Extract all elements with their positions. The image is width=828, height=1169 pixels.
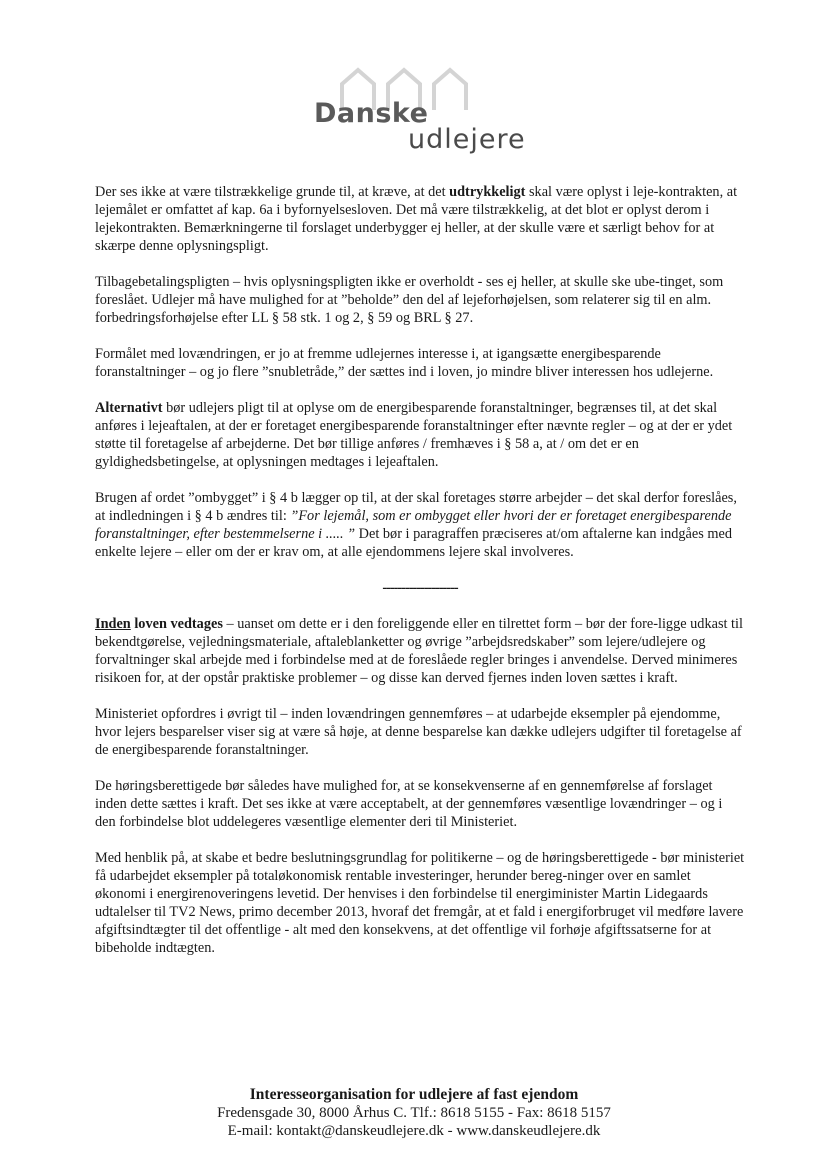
text-span: bør udlejers pligt til at oplyse om de energibesparende foranstaltninger, begrænses til, at det skal anføres i lejeaftalen, at der er foretaget energibesparende foranstaltninger efter nævnte regler – og at der er ydet støtte til foretagelse af arbejderne. Det bør tillige anføres / fremhæves i § 58 a, at / om det er en gyldighedsbetingelse, at oplysningen medtages i lejeaftalen.	[95, 400, 733, 470]
paragraph-alternativt	[95, 399, 745, 471]
footer-organisation: Interesseorganisation for udlejere af fast ejendom	[249, 1086, 579, 1103]
underlined-bold-text: Inden	[95, 616, 131, 632]
text-span: skal være oplyst i leje-kontrakten, at lejemålet er omfattet af kap. 6a i byfornyelsesloven. Det må være tilstrækkelig, at det blot er oplyst derom i lejekontrakten. Bemærkningerne til forslaget underbygger ej heller, at der skulle være et særligt behov for at skærpe denne oplysningspligt.	[95, 184, 738, 254]
logo-word-danske: Danske	[314, 98, 429, 129]
bold-text: udtrykkeligt	[449, 184, 526, 200]
paragraph-beslutningsgrundlag: Med henblik på, at skabe et bedre beslutningsgrundlag for politikerne – og de høringsberettigede - bør ministeriet få udarbejdet eksempler på totaløkonomisk rentable investeringer, herunder bereg-ninger over en samlet økonomi i energirenoveringens levetid. Der henvises i den forbindelse til energiminister Martin Lidegaards udtalelser til TV2 News, primo december 2013, hvoraf det fremgår, at et fald i energiforbruget vil medføre lavere afgiftsindtægter til det offentlige - alt med den konsekvens, at det offentlige vil forhøje afgiftssatserne for at bibeholde indtægten.	[95, 850, 745, 956]
footer-contact: E-mail: kontakt@danskeudlejere.dk - www.danskeudlejere.dk	[227, 1123, 601, 1139]
paragraph-oplysningspligt	[95, 183, 745, 255]
paragraph-ministeriet: Ministeriet opfordres i øvrigt til – inden lovændringen gennemføres – at udarbejde eksempler på ejendomme, hvor lejers besparelser viser sig at være så høje, at denne besparelse kan dække udlejers udgifter til foretagelse af de energibesparende foranstaltninger.	[95, 706, 742, 758]
logo	[300, 60, 550, 160]
bold-text: loven vedtages	[130, 616, 223, 632]
logo-word-udlejere: udlejere	[408, 124, 526, 155]
paragraph-tilbagebetaling: Tilbagebetalingspligten – hvis oplysningspligten ikke er overholdt - ses ej heller, at skulle ske ube-tinget, som foreslået. Udlejer må have mulighed for at ”beholde” den del af lejeforhøjelsen, som relaterer sig til en alm. forbedringsforhøjelse efter LL § 58 stk. 1 og 2, § 59 og BRL § 27.	[95, 274, 724, 326]
bold-text: Alternativt	[95, 400, 163, 416]
footer-address: Fredensgade 30, 8000 Århus C. Tlf.: 8618 5155 - Fax: 8618 5157	[217, 1105, 611, 1121]
section-separator: --------------------	[382, 580, 458, 596]
text-span: – uanset om dette er i den foreliggende eller en tilrettet form – bør der fore-ligge udkast til bekendtgørelse, vejledningsmateriale, aftaleblanketter og øvrige ”arbejdsredskaber” som lejere/udlejere og forvaltninger skal arbejde med i forbindelse med at de foreslåede regler bringes i anvendelse. Derved minimeres risikoen for, at der opstår praktiske problemer – og disse kan derved fjernes inden loven sættes i kraft.	[95, 616, 743, 686]
italic-quote: ”For lejemål, som er ombygget eller hvori der er foretaget energibesparende foranstaltninger, efter bestemmelserne i ..... ”	[95, 508, 732, 542]
text-span: Det bør i paragraffen præciseres at/om aftalerne kan indgåes med enkelte lejere – eller om der er krav om, at alle ejendommens lejere skal involveres.	[95, 526, 732, 560]
paragraph-hoeringsberettigede: De høringsberettigede bør således have mulighed for, at se konsekvenserne af en gennemførelse af forslaget inden dette sættes i kraft. Det ses ikke at være acceptabelt, at der gennemføres væsentlige lovændringer – og i den forbindelse blot uddelegeres væsentlige elementer deri til Ministeriet.	[95, 778, 723, 830]
letterhead-footer	[0, 1086, 828, 1140]
text-span: Der ses ikke at være tilstrækkelige grunde til, at kræve, at det	[95, 184, 450, 200]
text-span: Brugen af ordet ”ombygget” i § 4 b lægger op til, at der skal foretages større arbejder – det skal derfor foreslåes, at indledningen i § 4 b ændres til:	[95, 490, 737, 524]
paragraph-formaal: Formålet med lovændringen, er jo at fremme udlejernes interesse i, at igangsætte energibesparende foranstaltninger – og jo flere ”snubletråde,” der sættes ind i loven, jo mindre bliver interessen hos udlejerne.	[95, 346, 714, 380]
letter-body	[95, 183, 745, 957]
paragraph-inden-loven	[95, 615, 745, 687]
paragraph-ombygget	[95, 489, 745, 561]
